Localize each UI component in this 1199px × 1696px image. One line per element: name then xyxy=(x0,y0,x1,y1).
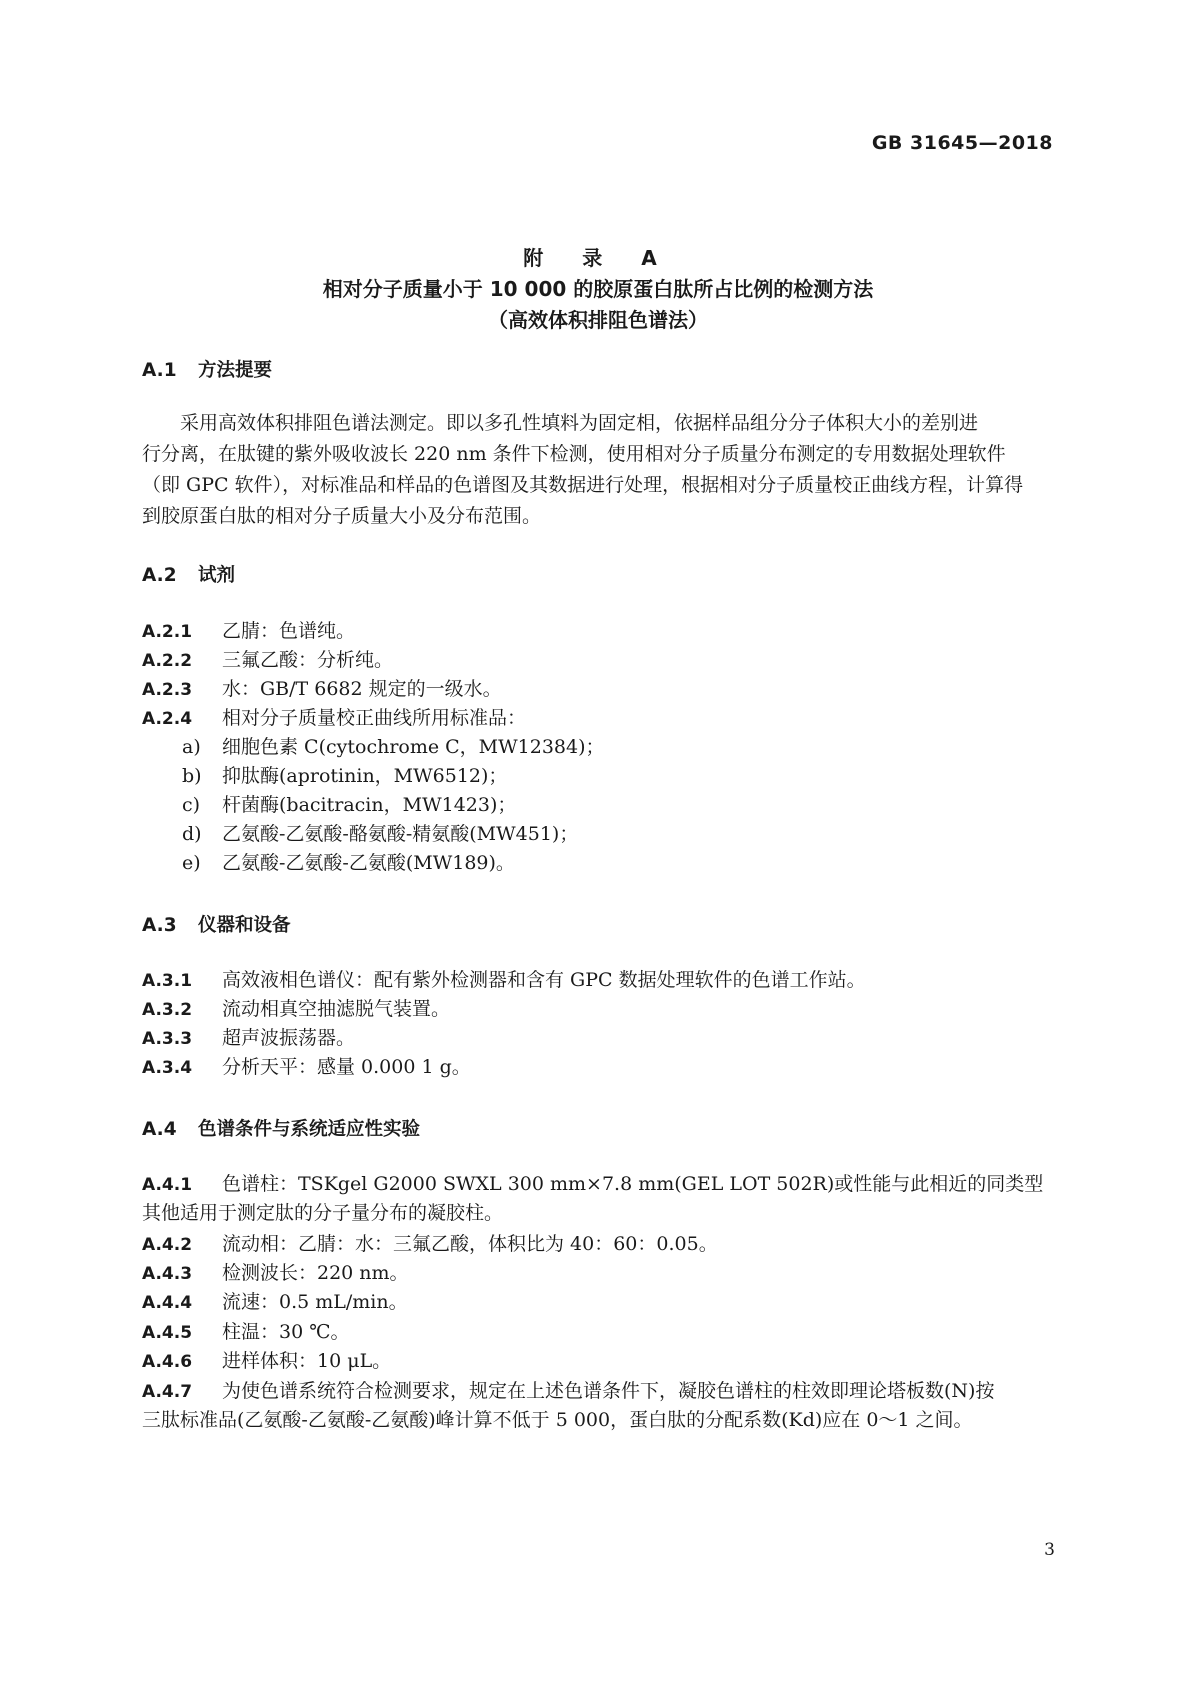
clause-text: 水：GB/T 6682 规定的一级水。 xyxy=(222,678,502,700)
section-title: 试剂 xyxy=(198,565,236,586)
clause-a4-5 xyxy=(142,1318,349,1348)
clause-number: A.2.2 xyxy=(142,651,193,671)
clause-number: A.3.4 xyxy=(142,1058,193,1078)
clause-a3-1 xyxy=(142,966,866,996)
clause-number: A.4.5 xyxy=(142,1323,193,1343)
list-marker: c) xyxy=(182,794,201,816)
list-marker: d) xyxy=(182,823,202,845)
section-number: A.2 xyxy=(142,565,177,586)
clause-text: 柱温：30 ℃。 xyxy=(222,1321,350,1343)
clause-number: A.2.4 xyxy=(142,709,193,729)
paragraph-line: 到胶原蛋白肽的相对分子质量大小及分布范围。 xyxy=(142,505,542,527)
clause-text: 检测波长：220 nm。 xyxy=(222,1262,409,1284)
clause-text: 三氟乙酸：分析纯。 xyxy=(222,649,394,671)
list-marker: b) xyxy=(182,765,202,787)
clause-text: 三肽标准品(乙氨酸-乙氨酸-乙氨酸)峰计算不低于 5 000，蛋白肽的分配系数(Kd)应在 0～1 之间。 xyxy=(142,1409,973,1431)
clause-a2-3 xyxy=(142,675,502,705)
list-text: 抑肽酶(aprotinin，MW6512)； xyxy=(222,765,508,787)
section-number: A.4 xyxy=(142,1119,177,1140)
annex-main-title: 相对分子质量小于 10 000 的胶原蛋白肽所占比例的检测方法 xyxy=(322,277,874,301)
clause-number: A.4.6 xyxy=(142,1352,193,1372)
clause-number: A.3.2 xyxy=(142,1000,193,1020)
clause-number: A.4.3 xyxy=(142,1264,193,1284)
clause-text: 流速：0.5 mL/min。 xyxy=(222,1291,408,1313)
clause-text: 超声波振荡器。 xyxy=(222,1027,356,1049)
clause-a4-7 xyxy=(142,1377,994,1407)
clause-a3-3 xyxy=(142,1024,355,1054)
clause-a4-2 xyxy=(142,1230,718,1260)
list-text: 杆菌酶(bacitracin，MW1423)； xyxy=(222,794,517,816)
clause-number: A.4.2 xyxy=(142,1235,193,1255)
standard-number: GB 31645—2018 xyxy=(871,132,1053,154)
clause-number: A.3.1 xyxy=(142,971,193,991)
clause-a2-1 xyxy=(142,617,355,647)
paragraph-line: （即 GPC 软件），对标准品和样品的色谱图及其数据进行处理，根据相对分子质量校正曲线方程，计算得 xyxy=(142,474,1024,496)
clause-text: 高效液相色谱仪：配有紫外检测器和含有 GPC 数据处理软件的色谱工作站。 xyxy=(222,969,866,991)
clause-a4-1-continued xyxy=(142,1199,503,1228)
section-title: 方法提要 xyxy=(198,360,273,381)
clause-text: 流动相：乙腈：水：三氟乙酸，体积比为 40：60：0.05。 xyxy=(222,1233,718,1255)
clause-text: 分析天平：感量 0.000 1 g。 xyxy=(222,1056,471,1078)
list-marker: a) xyxy=(182,736,201,758)
section-heading-a4 xyxy=(142,1115,420,1141)
annex-subtitle: （高效体积排阻色谱法） xyxy=(488,308,708,332)
paragraph-line: 行分离，在肽键的紫外吸收波长 220 nm 条件下检测，使用相对分子质量分布测定的专用数据处理软件 xyxy=(142,443,1006,465)
clause-text: 进样体积：10 μL。 xyxy=(222,1350,392,1372)
standard-item-d xyxy=(182,820,578,849)
list-text: 乙氨酸-乙氨酸-乙氨酸(MW189)。 xyxy=(222,852,515,874)
section-title: 仪器和设备 xyxy=(198,915,291,936)
standard-item-b xyxy=(182,762,507,791)
section-title: 色谱条件与系统适应性实验 xyxy=(198,1119,421,1140)
list-text: 乙氨酸-乙氨酸-酪氨酸-精氨酸(MW451)； xyxy=(222,823,579,845)
clause-number: A.2.3 xyxy=(142,680,193,700)
section-number: A.1 xyxy=(142,360,177,381)
clause-a2-2 xyxy=(142,646,393,676)
clause-text: 色谱柱：TSKgel G2000 SWXL 300 mm×7.8 mm(GEL LOT 502R)或性能与此相近的同类型 xyxy=(222,1173,1044,1195)
paragraph-line: 采用高效体积排阻色谱法测定。即以多孔性填料为固定相，依据样品组分分子体积大小的差别进 xyxy=(180,412,979,434)
clause-text: 流动相真空抽滤脱气装置。 xyxy=(222,998,451,1020)
clause-text: 相对分子质量校正曲线所用标准品： xyxy=(222,707,527,729)
clause-number: A.4.4 xyxy=(142,1293,193,1313)
section-heading-a2 xyxy=(142,561,235,587)
list-text: 细胞色素 C(cytochrome C，MW12384)； xyxy=(222,736,605,758)
section-heading-a3 xyxy=(142,911,291,937)
standard-item-e xyxy=(182,849,515,878)
annex-title xyxy=(142,243,1054,336)
clause-a4-1 xyxy=(142,1170,1043,1200)
clause-number: A.3.3 xyxy=(142,1029,193,1049)
annex-label: 附 录 A xyxy=(523,246,673,270)
clause-number: A.4.7 xyxy=(142,1382,193,1402)
clause-a4-4 xyxy=(142,1288,408,1318)
list-marker: e) xyxy=(182,852,201,874)
clause-text: 其他适用于测定肽的分子量分布的凝胶柱。 xyxy=(142,1202,504,1224)
clause-a4-6 xyxy=(142,1347,391,1377)
clause-a3-4 xyxy=(142,1053,471,1083)
section-number: A.3 xyxy=(142,915,177,936)
standard-item-a xyxy=(182,733,605,762)
standard-item-c xyxy=(182,791,516,820)
section-a1-paragraph xyxy=(142,408,1054,532)
section-heading-a1 xyxy=(142,356,272,382)
clause-a3-2 xyxy=(142,995,450,1025)
page-number: 3 xyxy=(1044,1540,1055,1560)
clause-a4-3 xyxy=(142,1259,409,1289)
clause-number: A.4.1 xyxy=(142,1175,193,1195)
clause-text: 乙腈：色谱纯。 xyxy=(222,620,356,642)
clause-number: A.2.1 xyxy=(142,622,193,642)
clause-a4-7-continued xyxy=(142,1406,973,1435)
clause-a2-4 xyxy=(142,704,526,734)
clause-text: 为使色谱系统符合检测要求，规定在上述色谱条件下，凝胶色谱柱的柱效即理论塔板数(N)按 xyxy=(222,1380,995,1402)
